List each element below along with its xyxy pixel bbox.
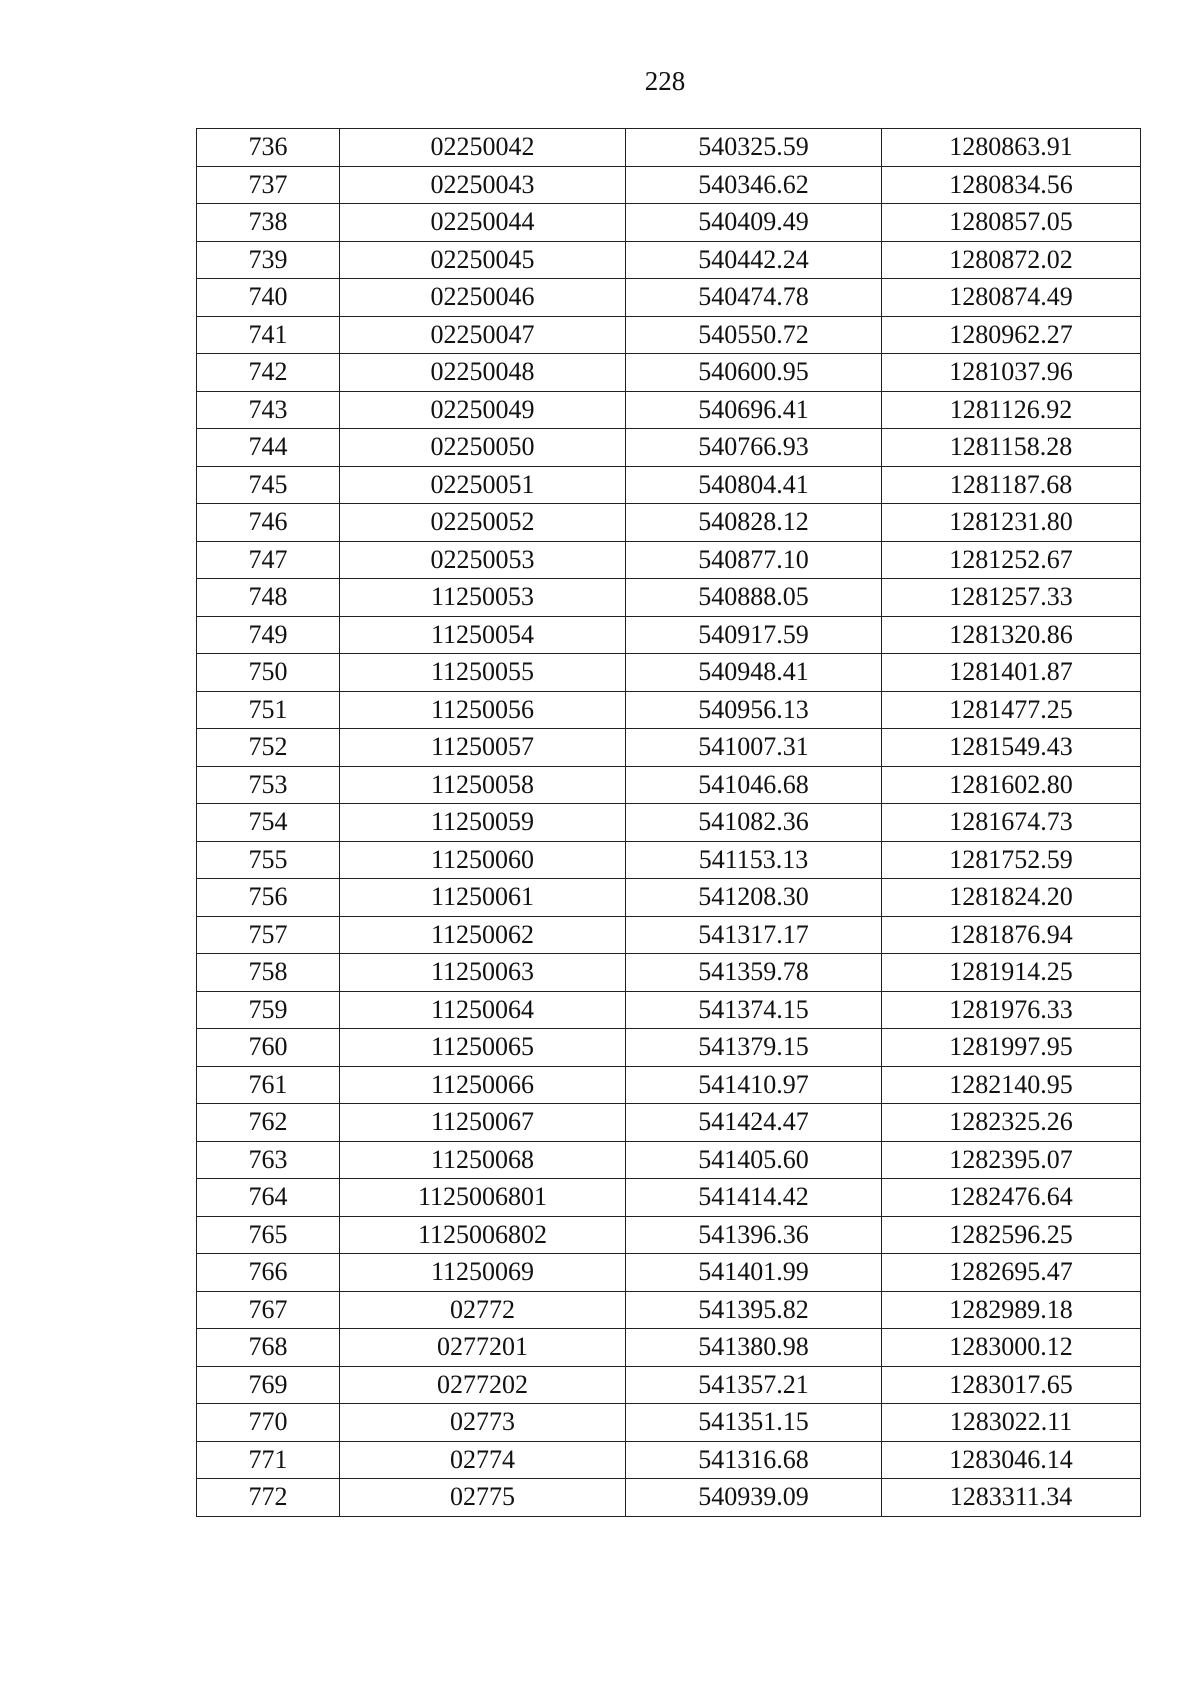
table-row <box>197 1441 1141 1479</box>
cell-row-number: 738 <box>197 204 340 242</box>
cell-coord-x: 541316.68 <box>626 1441 882 1479</box>
cell-coord-x: 540600.95 <box>626 354 882 392</box>
cell-coord-y: 1281914.25 <box>882 954 1141 992</box>
cell-coord-x: 540409.49 <box>626 204 882 242</box>
table-row <box>197 804 1141 842</box>
cell-point-id: 11250066 <box>340 1066 626 1104</box>
cell-point-id: 02250053 <box>340 541 626 579</box>
cell-point-id: 02250048 <box>340 354 626 392</box>
table-row <box>197 654 1141 692</box>
cell-coord-y: 1281549.43 <box>882 729 1141 767</box>
cell-point-id: 02772 <box>340 1291 626 1329</box>
cell-coord-y: 1282596.25 <box>882 1216 1141 1254</box>
cell-point-id: 11250062 <box>340 916 626 954</box>
cell-coord-x: 541317.17 <box>626 916 882 954</box>
cell-coord-y: 1283000.12 <box>882 1329 1141 1367</box>
table-row <box>197 1066 1141 1104</box>
cell-coord-x: 541401.99 <box>626 1254 882 1292</box>
cell-row-number: 754 <box>197 804 340 842</box>
table-row <box>197 1479 1141 1517</box>
table-row <box>197 504 1141 542</box>
cell-coord-y: 1282695.47 <box>882 1254 1141 1292</box>
cell-coord-y: 1281401.87 <box>882 654 1141 692</box>
cell-row-number: 768 <box>197 1329 340 1367</box>
cell-coord-x: 541082.36 <box>626 804 882 842</box>
cell-point-id: 02250046 <box>340 279 626 317</box>
cell-row-number: 767 <box>197 1291 340 1329</box>
cell-point-id: 02773 <box>340 1404 626 1442</box>
cell-coord-x: 540474.78 <box>626 279 882 317</box>
cell-row-number: 761 <box>197 1066 340 1104</box>
cell-coord-x: 540442.24 <box>626 241 882 279</box>
table-row <box>197 1404 1141 1442</box>
cell-point-id: 02775 <box>340 1479 626 1517</box>
cell-coord-x: 541351.15 <box>626 1404 882 1442</box>
cell-row-number: 753 <box>197 766 340 804</box>
cell-row-number: 756 <box>197 879 340 917</box>
cell-coord-y: 1280834.56 <box>882 166 1141 204</box>
cell-row-number: 752 <box>197 729 340 767</box>
cell-coord-x: 541379.15 <box>626 1029 882 1067</box>
table-row <box>197 1366 1141 1404</box>
cell-point-id: 0277202 <box>340 1366 626 1404</box>
cell-point-id: 11250058 <box>340 766 626 804</box>
cell-coord-y: 1281876.94 <box>882 916 1141 954</box>
cell-coord-y: 1283046.14 <box>882 1441 1141 1479</box>
coordinates-table <box>196 128 1141 1517</box>
cell-point-id: 0277201 <box>340 1329 626 1367</box>
cell-point-id: 02774 <box>340 1441 626 1479</box>
cell-coord-x: 541380.98 <box>626 1329 882 1367</box>
cell-coord-x: 541396.36 <box>626 1216 882 1254</box>
table-row <box>197 391 1141 429</box>
cell-coord-x: 541374.15 <box>626 991 882 1029</box>
cell-coord-y: 1281976.33 <box>882 991 1141 1029</box>
cell-coord-x: 540877.10 <box>626 541 882 579</box>
cell-row-number: 759 <box>197 991 340 1029</box>
table-row <box>197 429 1141 467</box>
cell-coord-y: 1282989.18 <box>882 1291 1141 1329</box>
table-row <box>197 241 1141 279</box>
cell-point-id: 11250063 <box>340 954 626 992</box>
table-row <box>197 1216 1141 1254</box>
cell-coord-y: 1280962.27 <box>882 316 1141 354</box>
cell-row-number: 772 <box>197 1479 340 1517</box>
table-row <box>197 954 1141 992</box>
cell-coord-y: 1280874.49 <box>882 279 1141 317</box>
cell-coord-x: 541395.82 <box>626 1291 882 1329</box>
cell-coord-y: 1281752.59 <box>882 841 1141 879</box>
cell-coord-y: 1281126.92 <box>882 391 1141 429</box>
table-row <box>197 766 1141 804</box>
table-row <box>197 916 1141 954</box>
cell-coord-y: 1281320.86 <box>882 616 1141 654</box>
table-row <box>197 466 1141 504</box>
cell-coord-y: 1281187.68 <box>882 466 1141 504</box>
cell-coord-y: 1281602.80 <box>882 766 1141 804</box>
table-row <box>197 841 1141 879</box>
table-row <box>197 729 1141 767</box>
cell-coord-y: 1282395.07 <box>882 1141 1141 1179</box>
coordinates-table-body <box>197 129 1141 1517</box>
cell-row-number: 744 <box>197 429 340 467</box>
cell-point-id: 02250043 <box>340 166 626 204</box>
cell-point-id: 11250068 <box>340 1141 626 1179</box>
table-row <box>197 204 1141 242</box>
cell-coord-x: 541405.60 <box>626 1141 882 1179</box>
cell-point-id: 02250044 <box>340 204 626 242</box>
cell-coord-x: 540956.13 <box>626 691 882 729</box>
cell-point-id: 11250056 <box>340 691 626 729</box>
cell-point-id: 02250045 <box>340 241 626 279</box>
cell-point-id: 11250060 <box>340 841 626 879</box>
cell-point-id: 11250065 <box>340 1029 626 1067</box>
cell-point-id: 11250054 <box>340 616 626 654</box>
cell-coord-y: 1281997.95 <box>882 1029 1141 1067</box>
cell-coord-y: 1281257.33 <box>882 579 1141 617</box>
cell-row-number: 737 <box>197 166 340 204</box>
cell-coord-x: 540917.59 <box>626 616 882 654</box>
table-row <box>197 279 1141 317</box>
cell-coord-x: 540346.62 <box>626 166 882 204</box>
cell-coord-x: 541007.31 <box>626 729 882 767</box>
page-number: 228 <box>644 66 686 96</box>
cell-row-number: 751 <box>197 691 340 729</box>
cell-row-number: 763 <box>197 1141 340 1179</box>
cell-coord-x: 540948.41 <box>626 654 882 692</box>
cell-point-id: 11250053 <box>340 579 626 617</box>
table-row <box>197 991 1141 1029</box>
cell-row-number: 741 <box>197 316 340 354</box>
cell-row-number: 769 <box>197 1366 340 1404</box>
cell-coord-x: 541208.30 <box>626 879 882 917</box>
cell-point-id: 1125006802 <box>340 1216 626 1254</box>
cell-point-id: 02250051 <box>340 466 626 504</box>
cell-coord-y: 1280857.05 <box>882 204 1141 242</box>
cell-row-number: 745 <box>197 466 340 504</box>
cell-coord-y: 1281477.25 <box>882 691 1141 729</box>
cell-coord-x: 541046.68 <box>626 766 882 804</box>
table-row <box>197 166 1141 204</box>
cell-row-number: 739 <box>197 241 340 279</box>
cell-row-number: 750 <box>197 654 340 692</box>
cell-coord-x: 541153.13 <box>626 841 882 879</box>
cell-coord-y: 1280872.02 <box>882 241 1141 279</box>
cell-row-number: 760 <box>197 1029 340 1067</box>
cell-coord-y: 1281037.96 <box>882 354 1141 392</box>
cell-coord-y: 1282325.26 <box>882 1104 1141 1142</box>
table-row <box>197 1329 1141 1367</box>
cell-point-id: 11250055 <box>340 654 626 692</box>
cell-coord-x: 541410.97 <box>626 1066 882 1104</box>
cell-point-id: 11250069 <box>340 1254 626 1292</box>
cell-coord-y: 1281674.73 <box>882 804 1141 842</box>
table-row <box>197 579 1141 617</box>
cell-row-number: 748 <box>197 579 340 617</box>
cell-point-id: 1125006801 <box>340 1179 626 1217</box>
table-row <box>197 1254 1141 1292</box>
table-row <box>197 1029 1141 1067</box>
table-row <box>197 691 1141 729</box>
cell-coord-x: 540828.12 <box>626 504 882 542</box>
cell-row-number: 743 <box>197 391 340 429</box>
cell-coord-x: 540939.09 <box>626 1479 882 1517</box>
cell-coord-y: 1281231.80 <box>882 504 1141 542</box>
cell-row-number: 747 <box>197 541 340 579</box>
cell-row-number: 764 <box>197 1179 340 1217</box>
cell-coord-x: 541357.21 <box>626 1366 882 1404</box>
cell-coord-x: 541359.78 <box>626 954 882 992</box>
cell-point-id: 11250067 <box>340 1104 626 1142</box>
cell-row-number: 749 <box>197 616 340 654</box>
cell-coord-y: 1282476.64 <box>882 1179 1141 1217</box>
cell-coord-x: 540766.93 <box>626 429 882 467</box>
cell-coord-y: 1282140.95 <box>882 1066 1141 1104</box>
cell-row-number: 766 <box>197 1254 340 1292</box>
cell-coord-y: 1283017.65 <box>882 1366 1141 1404</box>
cell-coord-x: 541424.47 <box>626 1104 882 1142</box>
cell-point-id: 02250042 <box>340 129 626 167</box>
cell-row-number: 740 <box>197 279 340 317</box>
cell-point-id: 02250050 <box>340 429 626 467</box>
cell-row-number: 758 <box>197 954 340 992</box>
cell-point-id: 11250059 <box>340 804 626 842</box>
table-row <box>197 616 1141 654</box>
cell-coord-y: 1280863.91 <box>882 129 1141 167</box>
cell-point-id: 11250057 <box>340 729 626 767</box>
table-row <box>197 354 1141 392</box>
cell-row-number: 755 <box>197 841 340 879</box>
cell-row-number: 765 <box>197 1216 340 1254</box>
cell-coord-y: 1283311.34 <box>882 1479 1141 1517</box>
cell-coord-y: 1283022.11 <box>882 1404 1141 1442</box>
cell-coord-x: 541414.42 <box>626 1179 882 1217</box>
cell-row-number: 770 <box>197 1404 340 1442</box>
cell-point-id: 02250049 <box>340 391 626 429</box>
cell-point-id: 11250064 <box>340 991 626 1029</box>
table-row <box>197 541 1141 579</box>
cell-coord-y: 1281252.67 <box>882 541 1141 579</box>
table-row <box>197 1291 1141 1329</box>
cell-coord-x: 540888.05 <box>626 579 882 617</box>
cell-row-number: 736 <box>197 129 340 167</box>
table-row <box>197 129 1141 167</box>
cell-coord-y: 1281824.20 <box>882 879 1141 917</box>
table-row <box>197 1141 1141 1179</box>
cell-row-number: 757 <box>197 916 340 954</box>
cell-coord-x: 540325.59 <box>626 129 882 167</box>
table-row <box>197 1104 1141 1142</box>
cell-point-id: 02250052 <box>340 504 626 542</box>
cell-point-id: 02250047 <box>340 316 626 354</box>
table-row <box>197 1179 1141 1217</box>
cell-row-number: 746 <box>197 504 340 542</box>
cell-row-number: 771 <box>197 1441 340 1479</box>
cell-coord-y: 1281158.28 <box>882 429 1141 467</box>
cell-row-number: 742 <box>197 354 340 392</box>
cell-coord-x: 540550.72 <box>626 316 882 354</box>
table-row <box>197 879 1141 917</box>
cell-coord-x: 540696.41 <box>626 391 882 429</box>
table-row <box>197 316 1141 354</box>
cell-point-id: 11250061 <box>340 879 626 917</box>
cell-row-number: 762 <box>197 1104 340 1142</box>
cell-coord-x: 540804.41 <box>626 466 882 504</box>
